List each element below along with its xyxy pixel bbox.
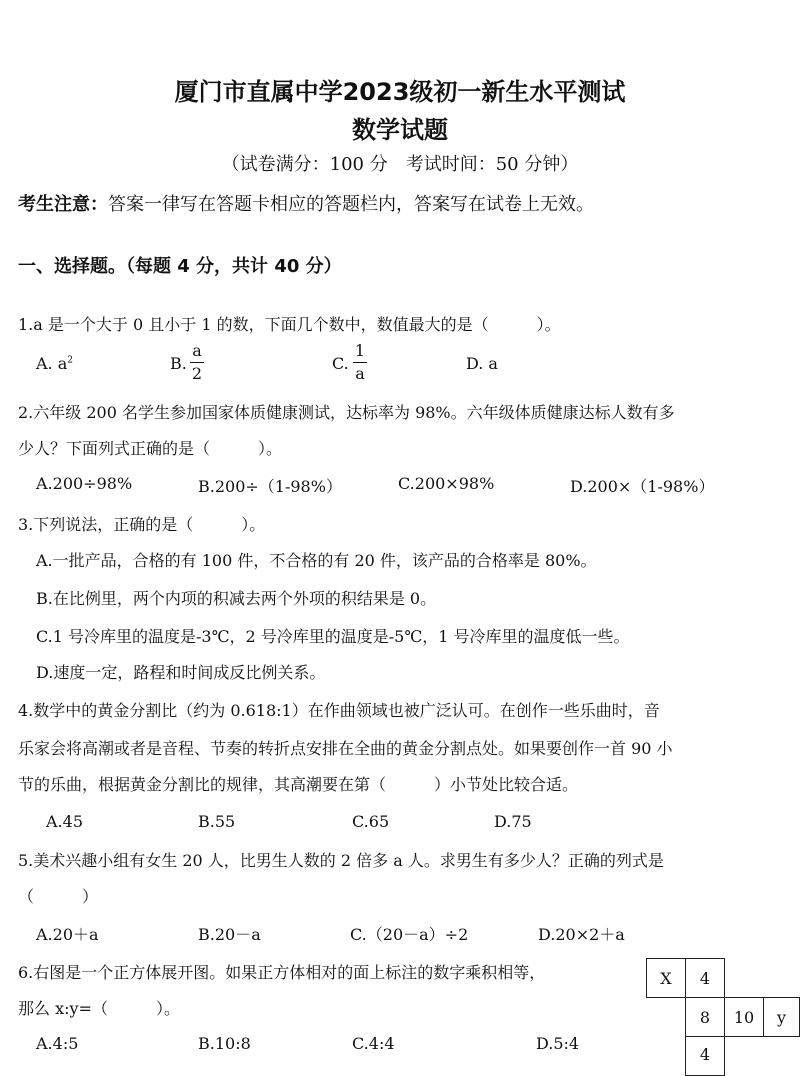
- q1-option-b-label: B.: [170, 354, 187, 373]
- q6-option-b: B.10:8: [198, 1034, 251, 1053]
- q1-option-a-label: A.: [36, 354, 53, 373]
- q5-option-b: B.20－a: [198, 925, 261, 944]
- q3-option-d: D.速度一定，路程和时间成反比例关系。: [36, 663, 326, 682]
- q6-option-c: C.4:4: [352, 1034, 395, 1053]
- question-3: 3.下列说法，正确的是（ ）。: [18, 515, 266, 534]
- q1-option-c-numerator: 1: [354, 341, 366, 360]
- fraction-bar: [353, 362, 367, 363]
- notice: [18, 190, 594, 216]
- q1-option-c-fraction: [353, 342, 367, 383]
- question-2-line-2: 少人？下面列式正确的是（ ）。: [18, 439, 283, 458]
- question-4-line-1: 4.数学中的黄金分割比（约为 0.618:1）在作曲领域也被广泛认可。在创作一些乐曲时，音: [18, 701, 660, 720]
- q4-option-c: C.65: [352, 812, 390, 831]
- q5-option-c: C.（20－a）÷2: [350, 925, 469, 944]
- q1-option-b-fraction: [190, 342, 204, 383]
- exam-subtitle: 数学试题: [352, 116, 448, 144]
- question-4-line-3: 节的乐曲，根据黄金分割比的规律，其高潮要在第（ ）小节处比较合适。: [18, 775, 579, 794]
- q1-option-a-exp: 2: [67, 355, 74, 366]
- q6-option-a: A.4:5: [36, 1034, 79, 1053]
- net-cell-middle: 8: [685, 997, 725, 1037]
- q4-option-b: B.55: [198, 812, 236, 831]
- section-title: 一、选择题。（每题 4 分，共计 40 分）: [18, 256, 342, 277]
- q4-option-d: D.75: [494, 812, 532, 831]
- question-4-line-2: 乐家会将高潮或者是音程、节奏的转折点安排在全曲的黄金分割点处。如果要创作一首 90 小: [18, 739, 673, 758]
- question-6-line-1: 6.右图是一个正方体展开图。如果正方体相对的面上标注的数字乘积相等，: [18, 963, 546, 982]
- net-cell-bottom: 4: [685, 1036, 725, 1076]
- question-6-line-2: 那么 x:y=（ ）。: [18, 999, 180, 1018]
- q4-option-a: A.45: [46, 812, 83, 831]
- net-cell-top: 4: [685, 958, 725, 998]
- q3-option-b: B.在比例里，两个内项的积减去两个外项的积结果是 0。: [36, 589, 437, 608]
- net-cell-x: X: [646, 958, 686, 998]
- q5-option-a: A.20＋a: [36, 925, 99, 944]
- exam-info: （试卷满分：100 分 考试时间：50 分钟）: [221, 154, 579, 175]
- q2-option-b: B.200÷（1-98%）: [198, 477, 342, 496]
- question-1: 1.a 是一个大于 0 且小于 1 的数，下面几个数中，数值最大的是（ ）。: [18, 315, 561, 334]
- notice-text: 答案一律写在答题卡相应的答题栏内，答案写在试卷上无效。: [108, 194, 594, 215]
- notice-label: 考生注意：: [18, 194, 108, 215]
- q1-option-a: [36, 354, 73, 373]
- q3-option-c: C.1 号冷库里的温度是-3℃，2 号冷库里的温度是-5℃，1 号冷库里的温度低一些。: [36, 627, 630, 646]
- q2-option-d: D.200×（1-98%）: [570, 477, 715, 496]
- question-5-line-1: 5.美术兴趣小组有女生 20 人，比男生人数的 2 倍多 a 人。求男生有多少人？正确的列式是: [18, 851, 664, 870]
- q2-option-a: A.200÷98%: [36, 474, 133, 493]
- fraction-bar: [190, 362, 204, 363]
- q1-option-d: D. a: [466, 354, 498, 373]
- question-2-line-1: 2.六年级 200 名学生参加国家体质健康测试，达标率为 98%。六年级体质健康达标人数有多: [18, 403, 675, 422]
- q1-option-b-denominator: 2: [191, 364, 203, 383]
- net-cell-y: y: [763, 997, 800, 1037]
- net-cell-right: 10: [724, 997, 764, 1037]
- q6-option-d: D.5:4: [536, 1034, 580, 1053]
- question-5-line-2: （ ）: [18, 887, 99, 906]
- q5-option-d: D.20×2＋a: [538, 925, 625, 944]
- q1-option-b-numerator: a: [192, 341, 202, 360]
- q1-option-a-base: a: [57, 354, 68, 373]
- q2-option-c: C.200×98%: [398, 474, 495, 493]
- q3-option-a: A.一批产品，合格的有 100 件，不合格的有 20 件，该产品的合格率是 80%。: [36, 551, 597, 570]
- q1-option-c-denominator: a: [355, 364, 365, 383]
- exam-title: 厦门市直属中学2023级初一新生水平测试: [174, 78, 626, 106]
- q1-option-c-label: C.: [332, 354, 349, 373]
